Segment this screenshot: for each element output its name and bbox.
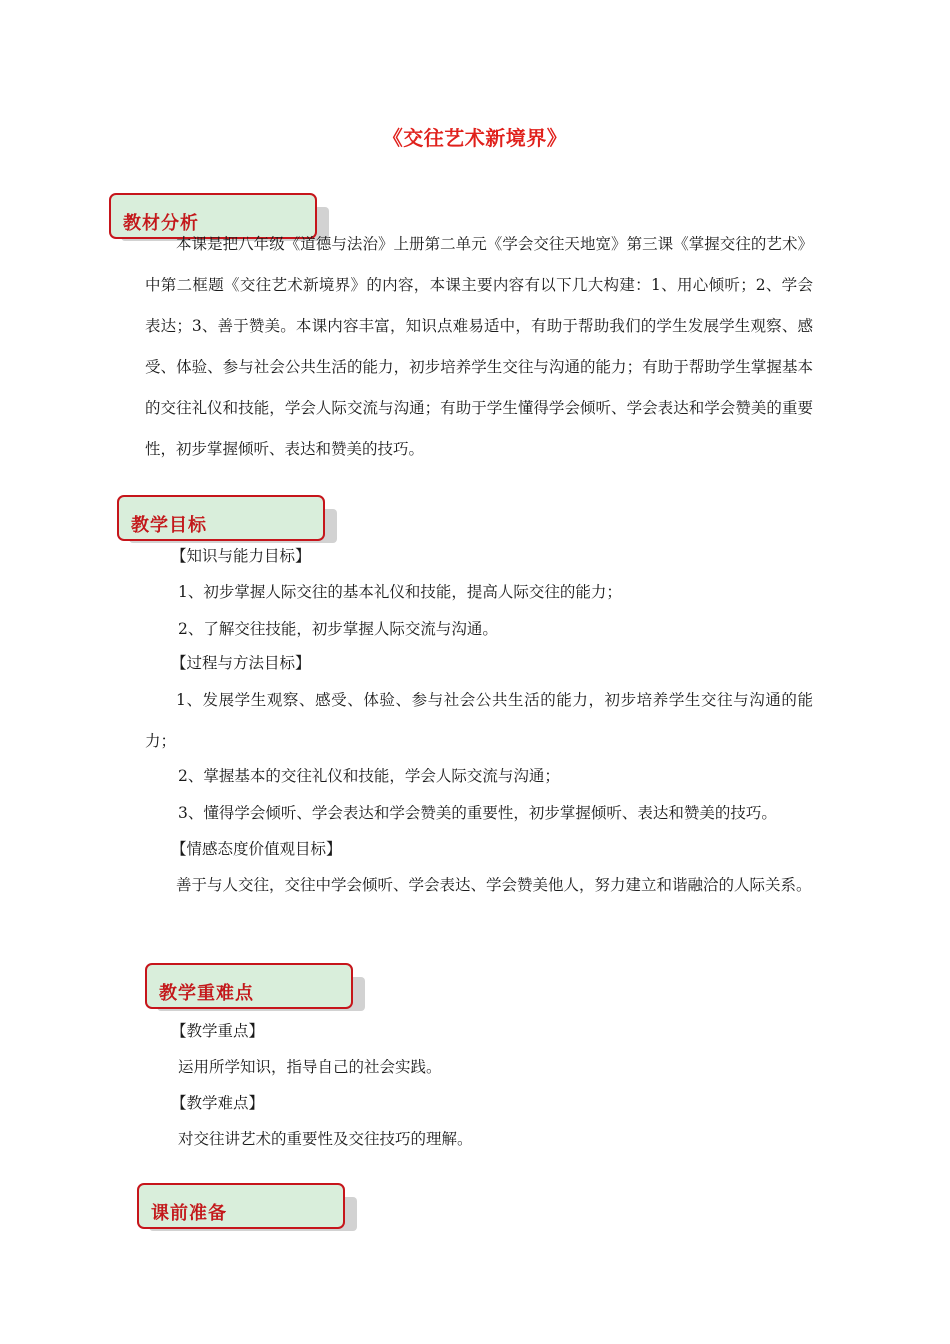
process-goal-item: 2、掌握基本的交往礼仪和技能，学会人际交流与沟通； — [178, 767, 560, 785]
emotion-goal-text: 善于与人交往，交往中学会倾听、学会表达、学会赞美他人，努力建立和谐融洽的人际关系。 — [176, 876, 812, 894]
analysis-paragraph: 本课是把八年级《道德与法治》上册第二单元《学会交往天地宽》第三课《掌握交往的艺术》中第二框题《交往艺术新境界》的内容，本课主要内容有以下几大构建：1、用心倾听；2、学会表达；3、善于赞美。本课内容丰富，知识点难易适中，有助于帮助我们的学生发展学生观察、感受、体验、参与社会公共生活的能力，初步培养学生交往与沟通的能力；有助于帮助学生掌握基本的交往礼仪和技能，学会人际交流与沟通；有助于学生懂得学会倾听、学会表达和学会赞美的重要性，初步掌握倾听、表达和赞美的技巧。 — [145, 235, 813, 458]
process-goal-label: 【过程与方法目标】 — [171, 654, 311, 672]
section-header-keypoints — [145, 963, 353, 1007]
knowledge-goal-label: 【知识与能力目标】 — [171, 547, 311, 565]
difficult-point-text: 对交往讲艺术的重要性及交往技巧的理解。 — [178, 1130, 473, 1148]
document-title: 《交往艺术新境界》 — [382, 126, 568, 150]
emotion-goal-label: 【情感态度价值观目标】 — [171, 840, 342, 858]
knowledge-goal-item: 2、了解交往技能，初步掌握人际交流与沟通。 — [178, 620, 498, 638]
difficult-point-label: 【教学难点】 — [171, 1094, 265, 1112]
section-header-prep — [137, 1183, 345, 1227]
section-heading: 课前准备 — [151, 1203, 227, 1224]
knowledge-goal-item: 1、初步掌握人际交往的基本礼仪和技能，提高人际交往的能力； — [178, 583, 622, 601]
process-goal-item: 1、发展学生观察、感受、体验、参与社会公共生活的能力，初步培养学生交往与沟通的能力； — [145, 691, 813, 750]
section-heading: 教学重难点 — [159, 983, 254, 1004]
process-goal-item: 3、懂得学会倾听、学会表达和学会赞美的重要性，初步掌握倾听、表达和赞美的技巧。 — [178, 804, 777, 822]
section-heading: 教学目标 — [131, 515, 207, 536]
key-point-label: 【教学重点】 — [171, 1022, 265, 1040]
key-point-text: 运用所学知识，指导自己的社会实践。 — [178, 1058, 442, 1076]
section-header-goals — [117, 495, 325, 539]
section-heading: 教材分析 — [123, 213, 199, 234]
